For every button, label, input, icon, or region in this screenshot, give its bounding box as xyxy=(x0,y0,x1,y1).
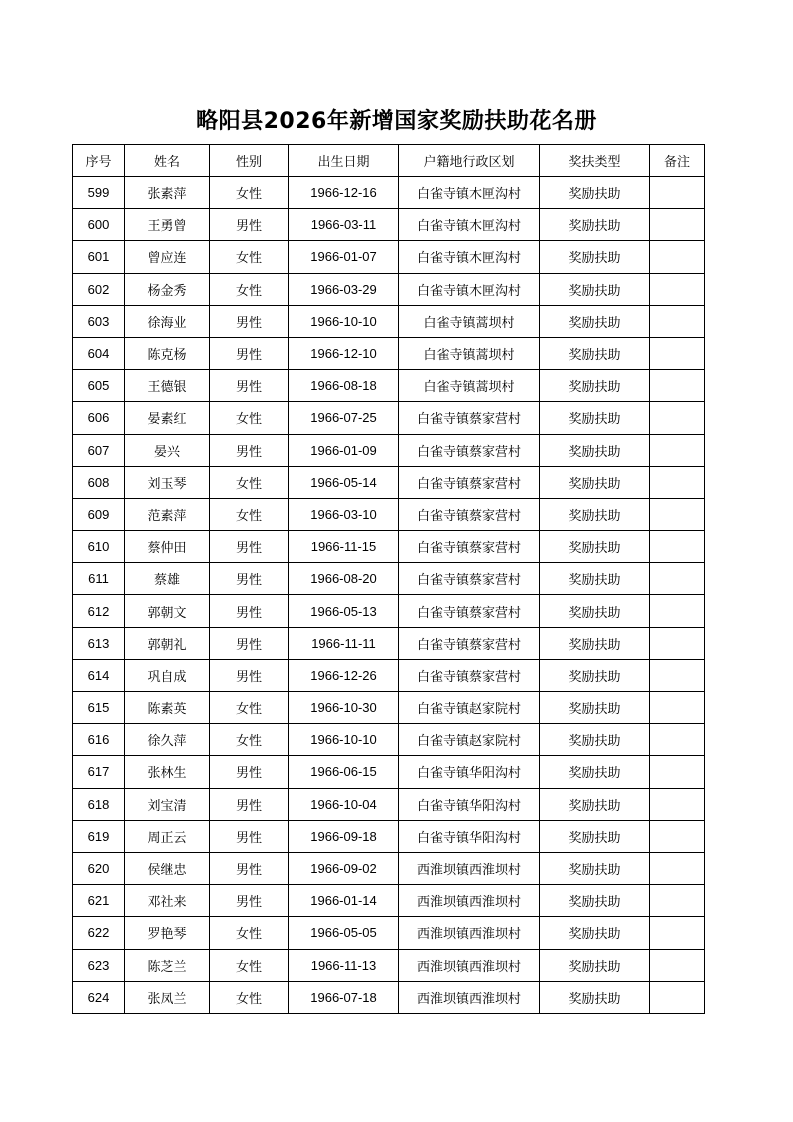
table-row xyxy=(73,466,705,498)
table-row xyxy=(73,177,705,209)
cell-support-type: 奖励扶助 xyxy=(540,852,650,884)
cell-gender: 男性 xyxy=(210,209,289,241)
cell-support-type: 奖励扶助 xyxy=(540,563,650,595)
cell-support-type: 奖励扶助 xyxy=(540,692,650,724)
cell-gender: 男性 xyxy=(210,370,289,402)
cell-birthdate: 1966-01-07 xyxy=(289,241,399,273)
cell-support-type: 奖励扶助 xyxy=(540,305,650,337)
cell-residence: 白雀寺镇蔡家营村 xyxy=(399,563,540,595)
table-body xyxy=(73,177,705,1014)
cell-birthdate: 1966-12-16 xyxy=(289,177,399,209)
cell-index: 604 xyxy=(73,337,125,369)
cell-remarks xyxy=(650,273,705,305)
cell-gender: 男性 xyxy=(210,756,289,788)
cell-name: 曾应连 xyxy=(125,241,210,273)
cell-index: 614 xyxy=(73,659,125,691)
table-row xyxy=(73,273,705,305)
cell-gender: 男性 xyxy=(210,852,289,884)
cell-support-type: 奖励扶助 xyxy=(540,337,650,369)
cell-residence: 白雀寺镇木匣沟村 xyxy=(399,241,540,273)
cell-birthdate: 1966-03-29 xyxy=(289,273,399,305)
cell-name: 王勇曾 xyxy=(125,209,210,241)
cell-name: 侯继忠 xyxy=(125,852,210,884)
cell-remarks xyxy=(650,917,705,949)
cell-remarks xyxy=(650,209,705,241)
cell-birthdate: 1966-01-09 xyxy=(289,434,399,466)
cell-residence: 白雀寺镇赵家院村 xyxy=(399,724,540,756)
cell-residence: 西淮坝镇西淮坝村 xyxy=(399,885,540,917)
table-row xyxy=(73,692,705,724)
cell-index: 621 xyxy=(73,885,125,917)
cell-residence: 西淮坝镇西淮坝村 xyxy=(399,852,540,884)
cell-remarks xyxy=(650,337,705,369)
cell-remarks xyxy=(650,595,705,627)
cell-gender: 女性 xyxy=(210,402,289,434)
cell-support-type: 奖励扶助 xyxy=(540,402,650,434)
cell-name: 蔡雄 xyxy=(125,563,210,595)
cell-remarks xyxy=(650,177,705,209)
page-title: 略阳县2026年新增国家奖励扶助花名册 xyxy=(196,109,597,134)
cell-name: 晏兴 xyxy=(125,434,210,466)
cell-index: 605 xyxy=(73,370,125,402)
cell-residence: 白雀寺镇蔡家营村 xyxy=(399,498,540,530)
cell-support-type: 奖励扶助 xyxy=(540,531,650,563)
cell-support-type: 奖励扶助 xyxy=(540,370,650,402)
cell-index: 610 xyxy=(73,531,125,563)
column-header-index: 序号 xyxy=(73,145,125,177)
cell-index: 609 xyxy=(73,498,125,530)
cell-birthdate: 1966-12-10 xyxy=(289,337,399,369)
cell-gender: 男性 xyxy=(210,820,289,852)
table-row xyxy=(73,305,705,337)
cell-index: 600 xyxy=(73,209,125,241)
cell-index: 617 xyxy=(73,756,125,788)
cell-remarks xyxy=(650,659,705,691)
cell-support-type: 奖励扶助 xyxy=(540,949,650,981)
cell-remarks xyxy=(650,756,705,788)
cell-gender: 女性 xyxy=(210,241,289,273)
cell-remarks xyxy=(650,627,705,659)
cell-gender: 男性 xyxy=(210,434,289,466)
cell-name: 陈素英 xyxy=(125,692,210,724)
cell-birthdate: 1966-07-25 xyxy=(289,402,399,434)
cell-residence: 白雀寺镇华阳沟村 xyxy=(399,820,540,852)
column-header-name: 姓名 xyxy=(125,145,210,177)
cell-index: 602 xyxy=(73,273,125,305)
cell-support-type: 奖励扶助 xyxy=(540,756,650,788)
cell-residence: 白雀寺镇蔡家营村 xyxy=(399,627,540,659)
table-row xyxy=(73,434,705,466)
column-header-residence: 户籍地行政区划 xyxy=(399,145,540,177)
cell-remarks xyxy=(650,563,705,595)
cell-support-type: 奖励扶助 xyxy=(540,820,650,852)
table-header-row xyxy=(73,145,705,177)
cell-residence: 白雀寺镇木匣沟村 xyxy=(399,273,540,305)
cell-remarks xyxy=(650,402,705,434)
cell-residence: 白雀寺镇蔡家营村 xyxy=(399,595,540,627)
cell-birthdate: 1966-10-30 xyxy=(289,692,399,724)
cell-support-type: 奖励扶助 xyxy=(540,885,650,917)
cell-gender: 男性 xyxy=(210,531,289,563)
table-row xyxy=(73,724,705,756)
cell-name: 巩自成 xyxy=(125,659,210,691)
cell-remarks xyxy=(650,692,705,724)
cell-gender: 女性 xyxy=(210,981,289,1013)
cell-birthdate: 1966-12-26 xyxy=(289,659,399,691)
cell-gender: 男性 xyxy=(210,305,289,337)
cell-name: 范素萍 xyxy=(125,498,210,530)
cell-index: 623 xyxy=(73,949,125,981)
table-row xyxy=(73,885,705,917)
cell-gender: 男性 xyxy=(210,627,289,659)
cell-gender: 男性 xyxy=(210,563,289,595)
cell-remarks xyxy=(650,434,705,466)
cell-remarks xyxy=(650,498,705,530)
cell-gender: 男性 xyxy=(210,595,289,627)
table-row xyxy=(73,402,705,434)
cell-index: 608 xyxy=(73,466,125,498)
table-row xyxy=(73,563,705,595)
cell-name: 罗艳琴 xyxy=(125,917,210,949)
cell-residence: 西淮坝镇西淮坝村 xyxy=(399,949,540,981)
cell-birthdate: 1966-06-15 xyxy=(289,756,399,788)
cell-birthdate: 1966-11-15 xyxy=(289,531,399,563)
cell-residence: 白雀寺镇赵家院村 xyxy=(399,692,540,724)
cell-birthdate: 1966-10-10 xyxy=(289,305,399,337)
cell-name: 邓社来 xyxy=(125,885,210,917)
cell-residence: 白雀寺镇蔡家营村 xyxy=(399,466,540,498)
table-row xyxy=(73,370,705,402)
cell-name: 陈芝兰 xyxy=(125,949,210,981)
cell-name: 刘玉琴 xyxy=(125,466,210,498)
cell-support-type: 奖励扶助 xyxy=(540,434,650,466)
cell-residence: 白雀寺镇木匣沟村 xyxy=(399,177,540,209)
cell-index: 607 xyxy=(73,434,125,466)
table-row xyxy=(73,852,705,884)
cell-remarks xyxy=(650,885,705,917)
cell-gender: 女性 xyxy=(210,466,289,498)
cell-index: 624 xyxy=(73,981,125,1013)
cell-name: 徐海业 xyxy=(125,305,210,337)
cell-name: 周正云 xyxy=(125,820,210,852)
roster-table xyxy=(72,144,705,1014)
table-row xyxy=(73,627,705,659)
cell-support-type: 奖励扶助 xyxy=(540,273,650,305)
cell-residence: 白雀寺镇华阳沟村 xyxy=(399,756,540,788)
table-row xyxy=(73,788,705,820)
cell-name: 蔡仲田 xyxy=(125,531,210,563)
cell-residence: 白雀寺镇蔡家营村 xyxy=(399,434,540,466)
cell-index: 611 xyxy=(73,563,125,595)
cell-support-type: 奖励扶助 xyxy=(540,724,650,756)
table-row xyxy=(73,981,705,1013)
cell-residence: 白雀寺镇蒿坝村 xyxy=(399,305,540,337)
cell-residence: 西淮坝镇西淮坝村 xyxy=(399,981,540,1013)
cell-index: 613 xyxy=(73,627,125,659)
cell-name: 刘宝清 xyxy=(125,788,210,820)
cell-index: 601 xyxy=(73,241,125,273)
cell-index: 619 xyxy=(73,820,125,852)
table-row xyxy=(73,917,705,949)
cell-name: 郭朝礼 xyxy=(125,627,210,659)
table-row xyxy=(73,595,705,627)
table-row xyxy=(73,498,705,530)
cell-support-type: 奖励扶助 xyxy=(540,209,650,241)
cell-support-type: 奖励扶助 xyxy=(540,788,650,820)
cell-support-type: 奖励扶助 xyxy=(540,466,650,498)
cell-index: 616 xyxy=(73,724,125,756)
cell-support-type: 奖励扶助 xyxy=(540,917,650,949)
cell-support-type: 奖励扶助 xyxy=(540,659,650,691)
cell-gender: 女性 xyxy=(210,917,289,949)
cell-support-type: 奖励扶助 xyxy=(540,177,650,209)
cell-birthdate: 1966-09-18 xyxy=(289,820,399,852)
cell-gender: 女性 xyxy=(210,498,289,530)
cell-remarks xyxy=(650,949,705,981)
cell-gender: 女性 xyxy=(210,692,289,724)
cell-index: 612 xyxy=(73,595,125,627)
cell-support-type: 奖励扶助 xyxy=(540,498,650,530)
cell-remarks xyxy=(650,852,705,884)
cell-gender: 女性 xyxy=(210,273,289,305)
cell-remarks xyxy=(650,788,705,820)
cell-residence: 白雀寺镇蔡家营村 xyxy=(399,531,540,563)
cell-index: 615 xyxy=(73,692,125,724)
cell-birthdate: 1966-05-14 xyxy=(289,466,399,498)
cell-birthdate: 1966-10-04 xyxy=(289,788,399,820)
cell-birthdate: 1966-08-18 xyxy=(289,370,399,402)
cell-residence: 白雀寺镇华阳沟村 xyxy=(399,788,540,820)
cell-name: 张凤兰 xyxy=(125,981,210,1013)
table-row xyxy=(73,756,705,788)
cell-index: 599 xyxy=(73,177,125,209)
cell-birthdate: 1966-01-14 xyxy=(289,885,399,917)
cell-name: 晏素红 xyxy=(125,402,210,434)
cell-birthdate: 1966-07-18 xyxy=(289,981,399,1013)
cell-name: 张素萍 xyxy=(125,177,210,209)
cell-birthdate: 1966-08-20 xyxy=(289,563,399,595)
cell-birthdate: 1966-11-13 xyxy=(289,949,399,981)
cell-remarks xyxy=(650,466,705,498)
column-header-remarks: 备注 xyxy=(650,145,705,177)
cell-support-type: 奖励扶助 xyxy=(540,595,650,627)
cell-birthdate: 1966-05-05 xyxy=(289,917,399,949)
cell-gender: 男性 xyxy=(210,788,289,820)
column-header-support-type: 奖扶类型 xyxy=(540,145,650,177)
cell-remarks xyxy=(650,305,705,337)
cell-gender: 男性 xyxy=(210,337,289,369)
cell-name: 陈克杨 xyxy=(125,337,210,369)
table-row xyxy=(73,949,705,981)
table-row xyxy=(73,820,705,852)
cell-gender: 男性 xyxy=(210,659,289,691)
cell-name: 郭朝文 xyxy=(125,595,210,627)
cell-gender: 女性 xyxy=(210,177,289,209)
cell-support-type: 奖励扶助 xyxy=(540,627,650,659)
cell-gender: 女性 xyxy=(210,724,289,756)
cell-birthdate: 1966-09-02 xyxy=(289,852,399,884)
cell-gender: 女性 xyxy=(210,949,289,981)
table-row xyxy=(73,241,705,273)
cell-residence: 西淮坝镇西淮坝村 xyxy=(399,917,540,949)
cell-residence: 白雀寺镇蒿坝村 xyxy=(399,370,540,402)
column-header-gender: 性别 xyxy=(210,145,289,177)
cell-support-type: 奖励扶助 xyxy=(540,981,650,1013)
table-row xyxy=(73,659,705,691)
cell-remarks xyxy=(650,820,705,852)
table-row xyxy=(73,531,705,563)
column-header-birthdate: 出生日期 xyxy=(289,145,399,177)
cell-name: 王德银 xyxy=(125,370,210,402)
table-row xyxy=(73,337,705,369)
cell-birthdate: 1966-05-13 xyxy=(289,595,399,627)
cell-gender: 男性 xyxy=(210,885,289,917)
cell-residence: 白雀寺镇木匣沟村 xyxy=(399,209,540,241)
cell-index: 622 xyxy=(73,917,125,949)
cell-birthdate: 1966-03-11 xyxy=(289,209,399,241)
cell-remarks xyxy=(650,724,705,756)
cell-remarks xyxy=(650,241,705,273)
cell-residence: 白雀寺镇蔡家营村 xyxy=(399,659,540,691)
cell-support-type: 奖励扶助 xyxy=(540,241,650,273)
cell-index: 618 xyxy=(73,788,125,820)
cell-remarks xyxy=(650,981,705,1013)
cell-name: 徐久萍 xyxy=(125,724,210,756)
cell-index: 603 xyxy=(73,305,125,337)
cell-remarks xyxy=(650,531,705,563)
cell-residence: 白雀寺镇蒿坝村 xyxy=(399,337,540,369)
cell-index: 606 xyxy=(73,402,125,434)
cell-index: 620 xyxy=(73,852,125,884)
cell-birthdate: 1966-11-11 xyxy=(289,627,399,659)
cell-name: 张林生 xyxy=(125,756,210,788)
cell-name: 杨金秀 xyxy=(125,273,210,305)
cell-birthdate: 1966-10-10 xyxy=(289,724,399,756)
cell-residence: 白雀寺镇蔡家营村 xyxy=(399,402,540,434)
table-row xyxy=(73,209,705,241)
cell-remarks xyxy=(650,370,705,402)
cell-birthdate: 1966-03-10 xyxy=(289,498,399,530)
